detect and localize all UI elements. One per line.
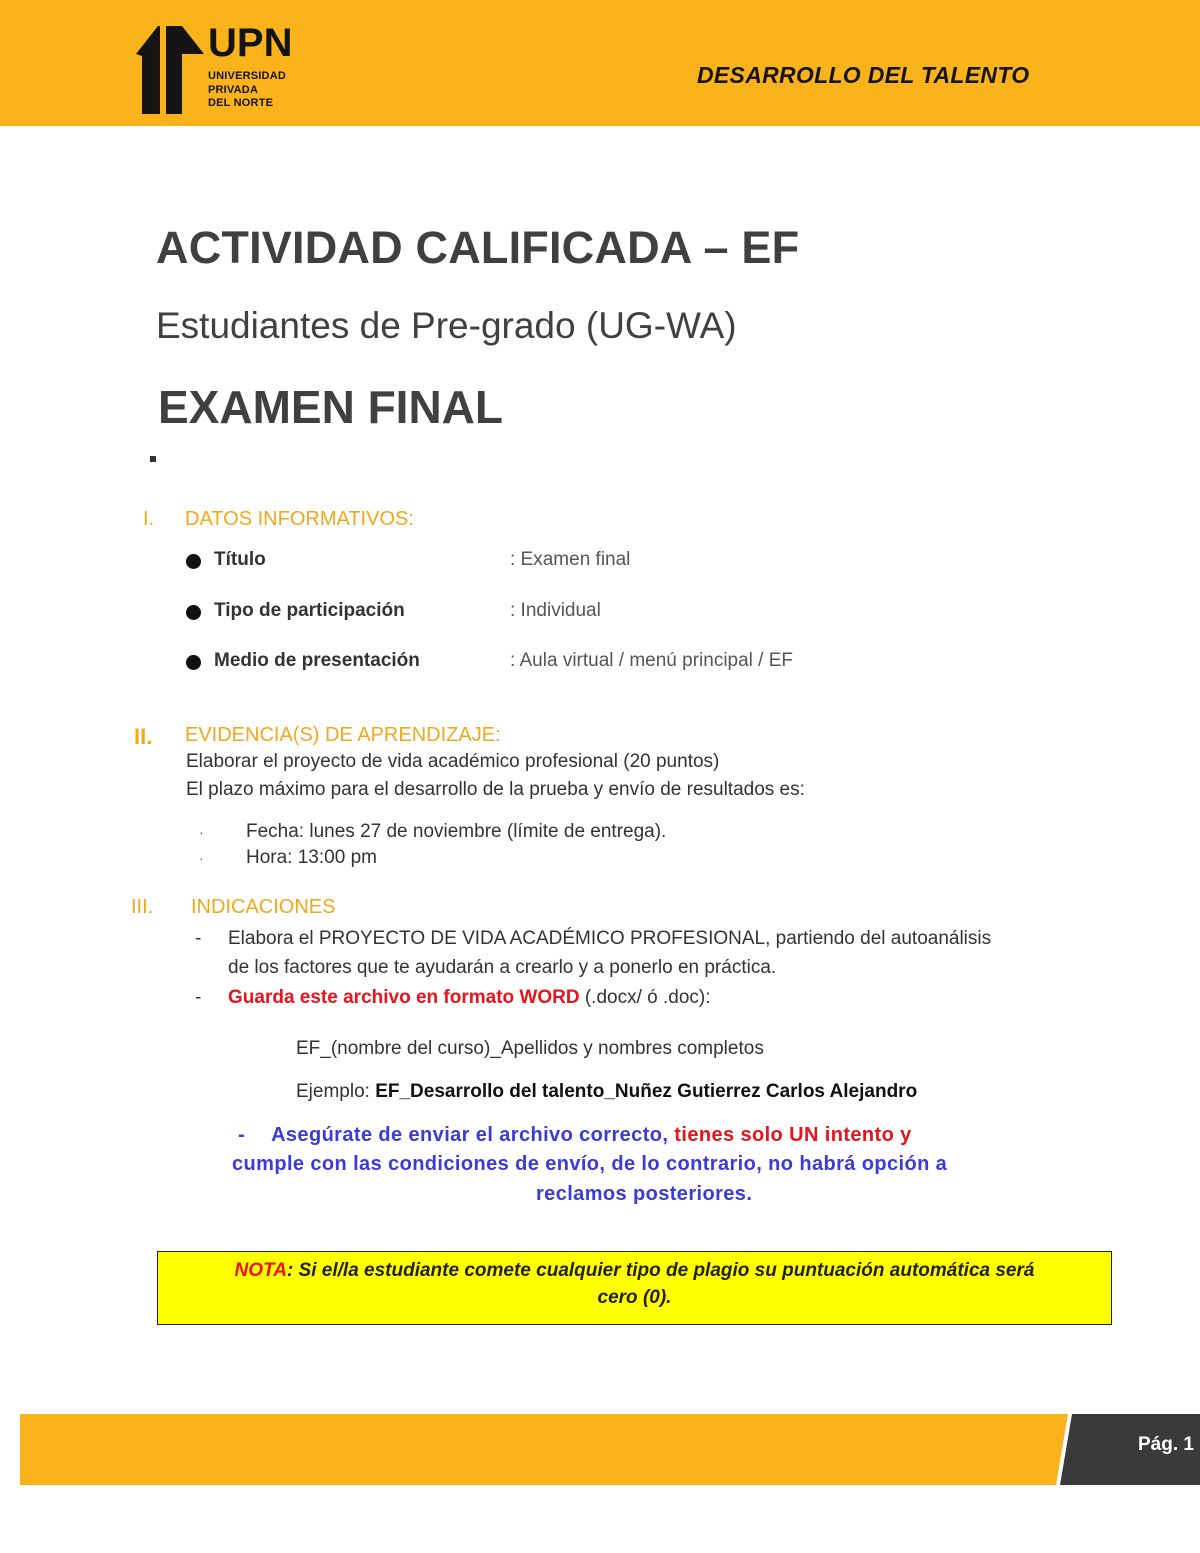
deadline-date: Fecha: lunes 27 de noviembre (límite de entrega). bbox=[246, 821, 667, 842]
instruction-1-line-2: de los factores que te ayudarán a crearlo y a ponerlo en práctica. bbox=[228, 957, 777, 978]
deadline-time: Hora: 13:00 pm bbox=[246, 847, 377, 868]
instruction-1-line-1: Elabora el PROYECTO DE VIDA ACADÉMICO PROFESIONAL, partiendo del autoanálisis bbox=[228, 928, 992, 949]
bullet-icon bbox=[186, 554, 201, 569]
bullet-icon: · bbox=[199, 824, 204, 840]
course-title: DESARROLLO DEL TALENTO bbox=[697, 62, 1030, 88]
stray-mark bbox=[150, 456, 156, 462]
upn-logo bbox=[136, 21, 293, 118]
header-band bbox=[0, 0, 1200, 126]
dash-bullet: - bbox=[195, 987, 202, 1008]
filename-example: Ejemplo: EF_Desarrollo del talento_Nuñez Gutierrez Carlos Alejandro bbox=[296, 1081, 918, 1102]
audience-subtitle: Estudiantes de Pre-grado (UG-WA) bbox=[156, 305, 737, 346]
plagiarism-note: NOTA: Si el/la estudiante comete cualquier tipo de plagio su puntuación automática será cero (0). bbox=[157, 1251, 1112, 1325]
evidence-line-1: Elaborar el proyecto de vida académico profesional (20 puntos) bbox=[186, 751, 720, 772]
warning-line-1: - Asegúrate de enviar el archivo correcto, tienes solo UN intento y bbox=[238, 1124, 912, 1146]
filename-format: EF_(nombre del curso)_Apellidos y nombres completos bbox=[296, 1038, 764, 1059]
instruction-2: Guarda este archivo en formato WORD (.docx/ ó .doc): bbox=[228, 987, 711, 1008]
warning-line-2: cumple con las condiciones de envío, de lo contrario, no habrá opción a bbox=[232, 1153, 948, 1175]
dash-bullet: - bbox=[195, 928, 202, 949]
footer-band bbox=[20, 1414, 1200, 1485]
upn-arrow-icon bbox=[136, 24, 206, 118]
bullet-icon bbox=[186, 605, 201, 620]
exam-title: EXAMEN FINAL bbox=[158, 381, 503, 433]
activity-title: ACTIVIDAD CALIFICADA – EF bbox=[156, 222, 800, 273]
evidence-line-2: El plazo máximo para el desarrollo de la prueba y envío de resultados es: bbox=[186, 779, 805, 800]
page-number: Pág. 1 bbox=[1138, 1434, 1194, 1455]
logo-text: UPN bbox=[208, 21, 293, 65]
bullet-icon: · bbox=[199, 850, 204, 866]
logo-subtitle: UNIVERSIDAD PRIVADA DEL NORTE bbox=[208, 70, 286, 109]
bullet-icon bbox=[186, 655, 201, 670]
warning-line-3: reclamos posteriores. bbox=[536, 1183, 753, 1205]
